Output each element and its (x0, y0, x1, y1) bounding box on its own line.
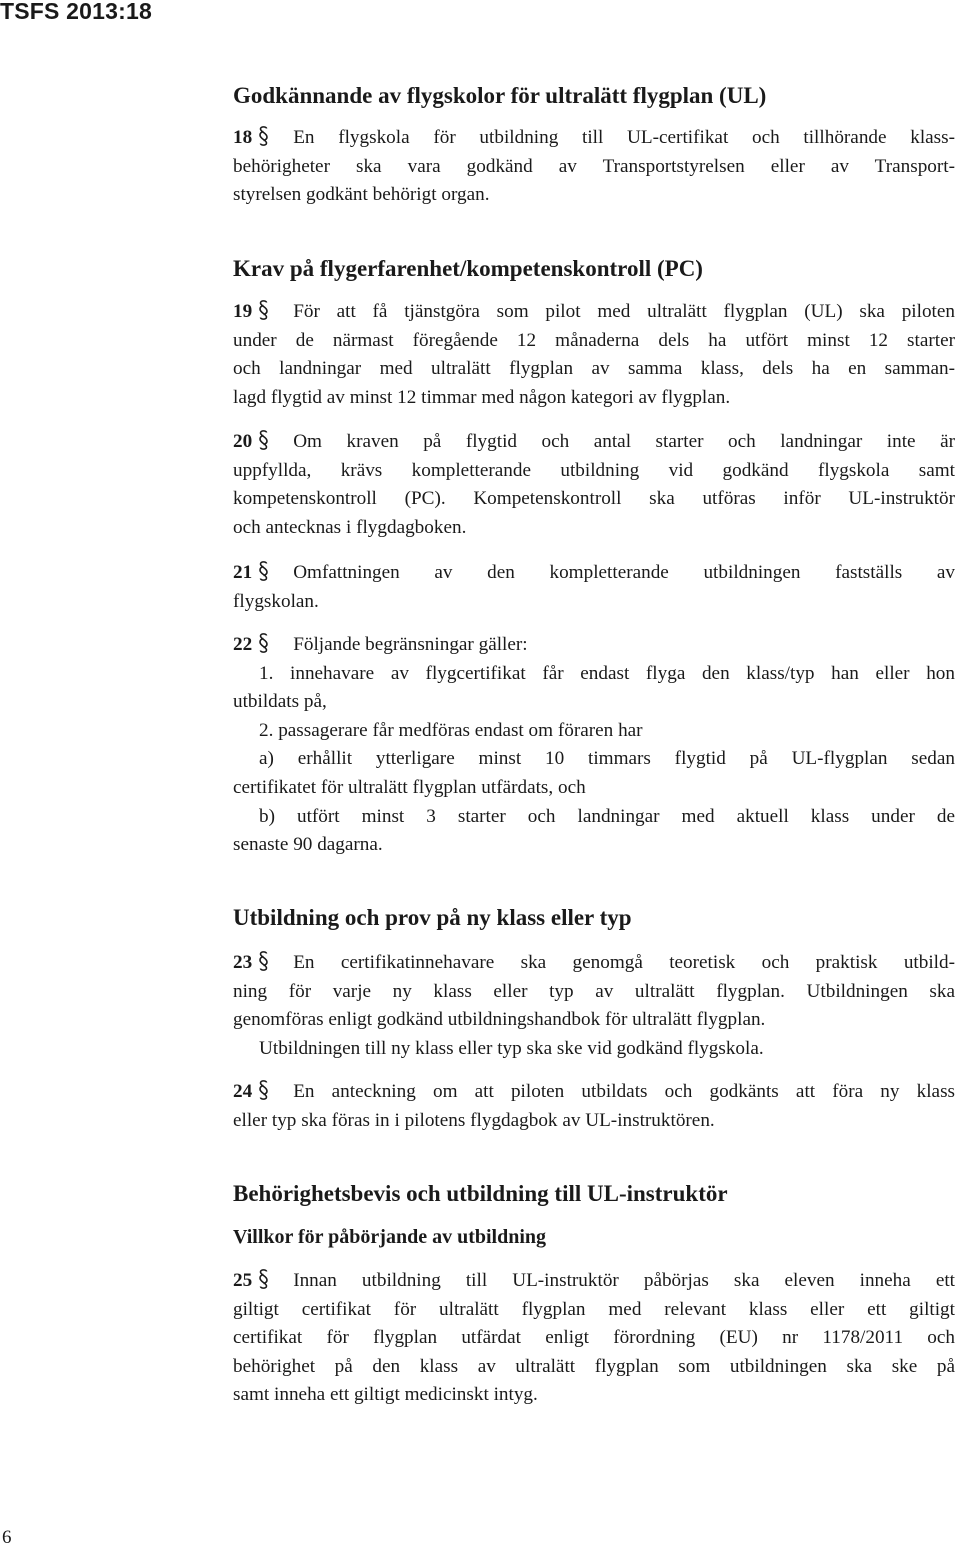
section-sign-icon (258, 1268, 269, 1290)
sub-item-a-line-2: certifikatet för ultralätt flygplan utfärdats, och (233, 776, 586, 798)
subsection-heading-training-conditions: Villkor för påbörjande av utbildning (233, 1226, 547, 1248)
paragraph-20-line-4: och antecknas i flygdagboken. (233, 516, 467, 538)
sub-item-b-line-2: senaste 90 dagarna. (233, 834, 383, 856)
section-sign-icon (258, 1079, 269, 1101)
paragraph-23-line-3: genomföras enligt godkänd utbildningshandbok för ultralätt flygplan. (233, 1009, 766, 1031)
section-number: 19 (233, 301, 253, 322)
section-heading-flight-experience: Krav på flygerfarenhet/kompetenskontroll (PC) (233, 256, 703, 281)
paragraph-25-line-5: samt inneha ett giltigt medicinskt intyg. (233, 1384, 538, 1406)
paragraph-25-line-3: certifikat för flygplan utfärdat enligt förordning (EU) nr 1178/2011 och (233, 1327, 955, 1349)
list-item-1-line-2: utbildats på, (233, 691, 327, 713)
paragraph-20 (233, 428, 955, 542)
paragraph-19-line-4: lagd flygtid av minst 12 timmar med någon kategori av flygplan. (233, 386, 731, 408)
paragraph-20-line-3: kompetenskontroll (PC). Kompetenskontroll ska utföras inför UL-instruktör (233, 488, 955, 510)
paragraph-22-intro: 22 Följande begränsningar gäller: (233, 634, 528, 655)
section-number: 20 (233, 431, 253, 452)
paragraph-20-line-2: uppfyllda, krävs kompletterande utbildning vid godkänd flygskola samt (233, 459, 955, 481)
paragraph-21 (233, 559, 955, 616)
list-item-1-line-1: 1. innehavare av flygcertifikat får endast flyga den klass/typ han eller hon (259, 662, 955, 684)
paragraph-23-line-1: 23 En certifikatinnehavare ska genomgå teoretisk och praktisk utbild- (233, 952, 955, 973)
paragraph-23-line-4: Utbildningen till ny klass eller typ ska ske vid godkänd flygskola. (259, 1037, 764, 1059)
paragraph-24-line-1: 24 En anteckning om att piloten utbildats och godkänts att föra ny klass (233, 1081, 955, 1102)
section-number: 22 (233, 634, 253, 655)
paragraph-19-line-2: under de närmast föregående 12 månaderna dels ha utfört minst 12 starter (233, 329, 955, 351)
paragraph-25-line-4: behörighet på den klass av ultralätt flygplan som utbildningen ska ske på (233, 1355, 955, 1377)
paragraph-21-line-2: flygskolan. (233, 590, 319, 612)
paragraph-25-line-1: 25 Innan utbildning till UL-instruktör påbörjas ska eleven inneha ett (233, 1270, 955, 1291)
section-sign-icon (258, 560, 269, 582)
paragraph-19 (233, 298, 955, 412)
paragraph-18-line-3: styrelsen godkänt behörigt organ. (233, 184, 490, 206)
paragraph-18 (233, 124, 955, 210)
paragraph-19-line-1: 19 För att få tjänstgöra som pilot med ultralätt flygplan (UL) ska piloten (233, 301, 955, 322)
paragraph-25-line-2: giltigt certifikat för ultralätt flygplan med relevant klass eller ett giltigt (233, 1298, 955, 1320)
paragraph-22 (233, 631, 955, 860)
page-number: 6 (2, 1527, 12, 1548)
paragraph-20-line-1: 20 Om kraven på flygtid och antal starter och landningar inte är (233, 431, 955, 452)
section-sign-icon (258, 950, 269, 972)
section-number: 24 (233, 1081, 253, 1102)
sub-item-a-line-1: a) erhållit ytterligare minst 10 timmars flygtid på UL-flygplan sedan (259, 748, 955, 770)
running-head: TSFS 2013:18 (0, 0, 152, 24)
section-heading-new-class-training: Utbildning och prov på ny klass eller typ (233, 905, 632, 930)
list-item-2: 2. passagerare får medföras endast om föraren har (259, 719, 643, 741)
section-heading-ul-instructor: Behörighetsbevis och utbildning till UL-instruktör (233, 1181, 728, 1206)
section-number: 25 (233, 1270, 253, 1291)
paragraph-24 (233, 1078, 955, 1135)
sub-item-b-line-1: b) utfört minst 3 starter och landningar med aktuell klass under de (259, 805, 955, 827)
paragraph-23 (233, 949, 955, 1063)
section-sign-icon (258, 299, 269, 321)
paragraph-21-line-1: 21 Omfattningen av den kompletterande utbildningen fastställs av (233, 562, 955, 583)
paragraph-19-line-3: och landningar med ultralätt flygplan av samma klass, dels ha en samman- (233, 358, 955, 380)
section-sign-icon (258, 429, 269, 451)
paragraph-18-line-2: behörigheter ska vara godkänd av Transportstyrelsen eller av Transport- (233, 155, 955, 177)
paragraph-25 (233, 1267, 955, 1410)
paragraph-24-line-2: eller typ ska föras in i pilotens flygdagbok av UL-instruktören. (233, 1109, 715, 1131)
section-number: 23 (233, 952, 253, 973)
section-heading-ul-flight-schools: Godkännande av flygskolor för ultralätt flygplan (UL) (233, 83, 767, 108)
section-number: 18 (233, 127, 253, 148)
paragraph-23-line-2: ning för varje ny klass eller typ av ultralätt flygplan. Utbildningen ska (233, 980, 955, 1002)
section-number: 21 (233, 562, 253, 583)
paragraph-18-line-1: 18 En flygskola för utbildning till UL-certifikat och tillhörande klass- (233, 127, 955, 148)
section-sign-icon (258, 632, 269, 654)
section-sign-icon (258, 125, 269, 147)
